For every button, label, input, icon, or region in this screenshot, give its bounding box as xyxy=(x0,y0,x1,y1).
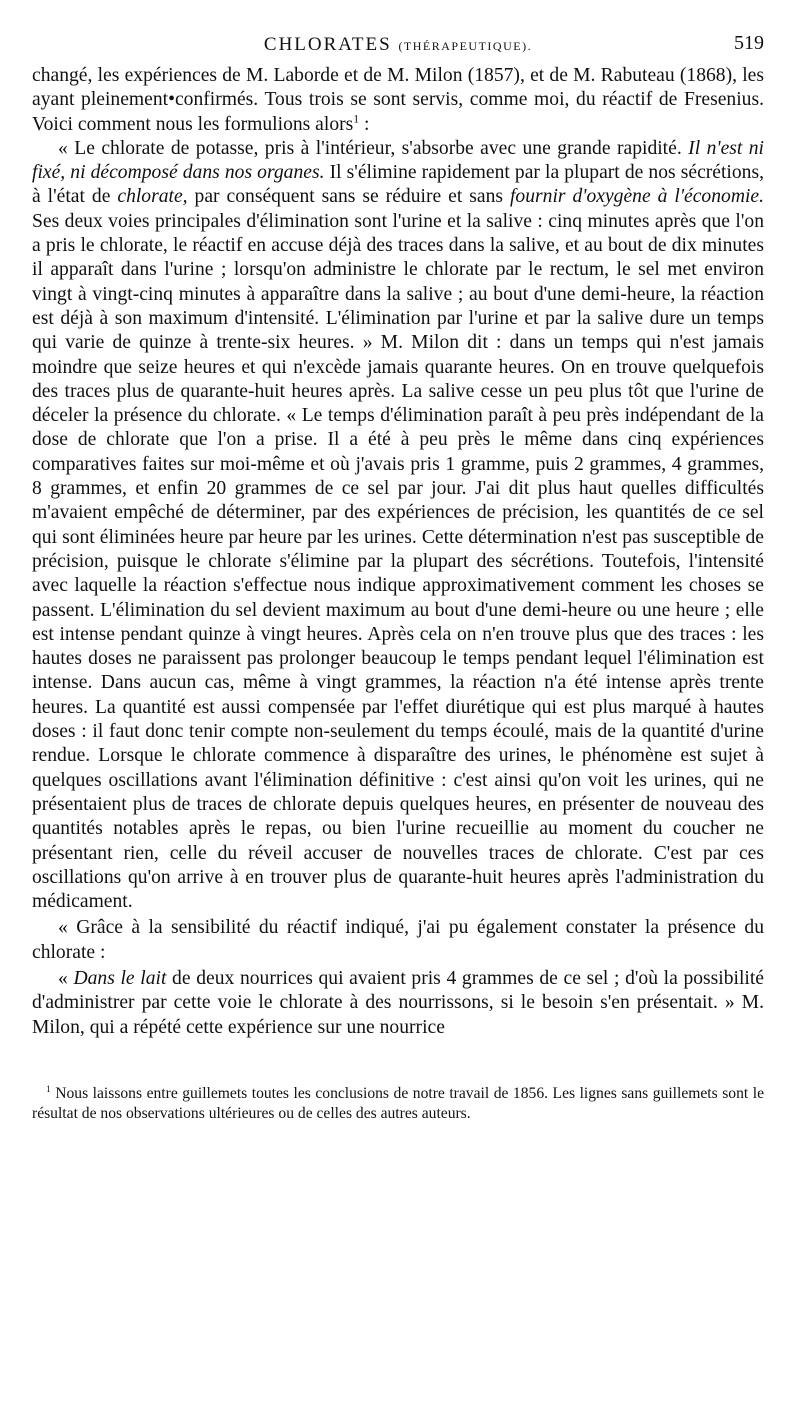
paragraph-4: « Dans le lait de deux nourrices qui avaient pris 4 grammes de ce sel ; d'où la possibilité d'administrer par cette voie le chlorate à des nourrissons, si le besoin s'en présentait. » M. Milon, qui a répété cette expérience sur une nourrice xyxy=(32,967,764,1038)
footnote-reference: 1 xyxy=(353,112,360,126)
running-title xyxy=(32,34,764,56)
page-number: 519 xyxy=(734,32,764,54)
footnotes xyxy=(32,1084,764,1124)
paragraph-2: « Le chlorate de potasse, pris à l'intérieur, s'absorbe avec une grande rapidité. Il n'est ni fixé, ni décomposé dans nos organes. Il s'élimine rapidement par la plupart de nos sécrétions, à l'état de chlorate, par conséquent sans se réduire et sans fournir d'oxygène à l'économie. Ses deux voies principales d'élimination sont l'urine et la salive : cinq minutes après que l'on a pris le chlorate, le réactif en accuse déjà des traces dans la salive, et au bout de dix minutes il apparaît dans l'urine ; lorsqu'on administre le chlorate par le rectum, le sel met environ vingt à vingt-cinq minutes à apparaître dans la salive ; au bout d'une demi-heure, la réaction est déjà à son maximum d'intensité. L'élimination par l'urine et par la salive dure un temps qui varie de quinze à trente-six heures. » M. Milon dit : dans un temps qui n'est jamais moindre que seize heures et qui n'excède jamais quarante heures. On en trouve quelquefois des traces plus de quarante-huit heures après. La salive cesse un peu plus tôt que l'urine de déceler la présence du chlorate. « Le temps d'élimination paraît à peu près indépendant de la dose de chlorate que l'on a prise. Il a été à peu près le même dans cinq expériences comparatives faites sur moi-même et où j'avais pris 1 gramme, puis 2 grammes, 4 grammes, 8 grammes, et enfin 20 grammes de ce sel par jour. J'ai dit plus haut quelles difficultés m'avaient empêché de déterminer, par des expériences de précision, les quantités de ce sel qui sont éliminées heure par heure par les urines. Cette détermination n'est pas susceptible de précision, puisque le chlorate s'élimine par la plupart des sécrétions. Toutefois, l'intensité avec laquelle la réaction s'effectue nous indique approximativement comment les choses se passent. L'élimination du sel devient maximum au bout d'une demi-heure ou une heure ; elle est intense pendant quinze à vingt heures. Après cela on n'en trouve plus que des traces : les hautes doses ne paraissent pas prolonger beaucoup le temps pendant lequel l'élimination est intense. Dans aucun cas, même à vingt grammes, la réaction n'a été intense après trente heures. La quantité est aussi compensée par l'effet diurétique qui est plus marqué à hautes doses : il faut donc tenir compte non-seulement du temps écoulé, mais de la quantité d'urine rendue. Lorsque le chlorate commence à disparaître des urines, le phénomène est sujet à quelques oscillations avant l'élimination définitive : c'est ainsi qu'on voit les urines, qui ne présentaient plus de traces de chlorate depuis quelques heures, en présenter de nouveau des quantités notables après le repas, ou bien l'urine recueillie au moment du coucher ne présentant rien, celle du réveil accuser de nouvelles traces de chlorate. C'est par ces oscillations qu'on arrive à en trouver plus de quarante-huit heures après l'administration du médicament. xyxy=(32,137,765,913)
footnote-text: Nous laissons entre guillemets toutes les conclusions de notre travail de 1856. Les lignes sans guillemets sont le résultat de nos observations ultérieures ou de celles des autres auteurs. xyxy=(32,1084,764,1122)
running-title-main: CHLORATES xyxy=(263,34,392,55)
italic-phrase: Il n'est ni fixé, ni décomposé dans nos organes. xyxy=(32,137,765,184)
paragraph-1: changé, les expériences de M. Laborde et de M. Milon (1857), et de M. Rabuteau (1868), les ayant pleinement•confirmés. Tous trois se sont servis, comme moi, du réactif de Fresenius. Voici comment nous les formulions alors$^1$ : xyxy=(32,65,764,135)
running-title-subtitle: (THÉRAPEUTIQUE). xyxy=(398,39,533,53)
italic-phrase: Dans le lait xyxy=(73,967,167,989)
footnote-spacer xyxy=(32,1040,764,1084)
page-header xyxy=(32,30,764,64)
italic-phrase: fournir d'oxygène à l'économie. xyxy=(509,186,765,208)
italic-phrase: chlorate, xyxy=(117,186,188,208)
body-text xyxy=(32,64,764,1040)
footnote-mark: 1 xyxy=(46,1084,51,1095)
paragraph-3: « Grâce à la sensibilité du réactif indiqué, j'ai pu également constater la présence du chlorate : xyxy=(32,917,764,963)
footnote xyxy=(32,1084,764,1124)
